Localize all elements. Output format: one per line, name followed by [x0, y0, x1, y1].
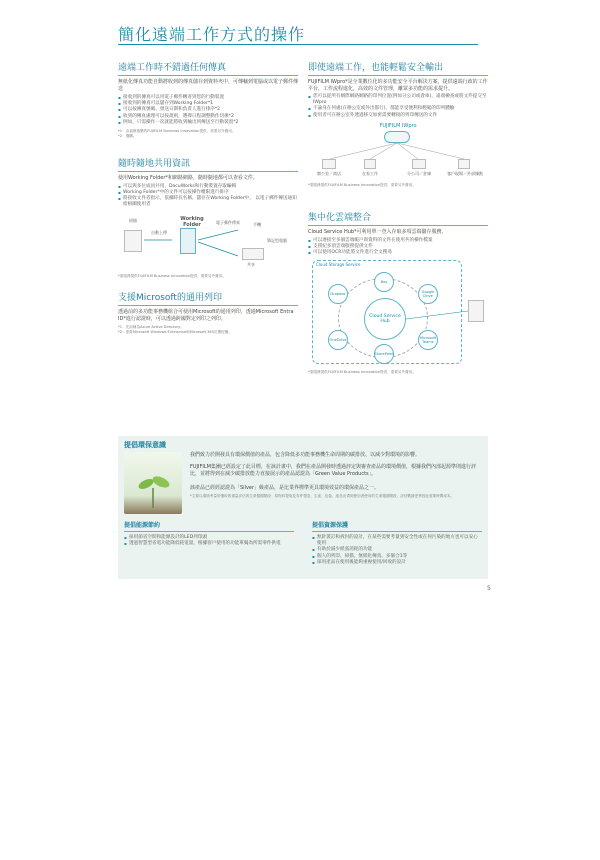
- section-title: 集中化雲端整合: [308, 210, 488, 226]
- laptop-icon: [242, 248, 264, 260]
- pc-label: 筆記型電腦: [267, 238, 287, 244]
- bullet-list: [308, 94, 488, 119]
- list-item: ▪ 有助於減少紙張消耗的功能: [312, 547, 482, 553]
- remote-label: 客戶現場／外部據點: [447, 170, 483, 176]
- mfp-device-icon: [124, 230, 142, 252]
- section-intro: 無紙化傳真功能自動將收到的傳真儲存到資料夾中，可傳輸到電腦或以電子郵件傳送: [118, 79, 299, 92]
- page-title: 簡化遠端工作方式的操作: [118, 25, 306, 44]
- mfp-device-icon: [468, 300, 484, 322]
- list-item: ▪ 可以與多位成員共用，DocuWorks和行動裝置存取編輯: [118, 184, 298, 190]
- hub-center: [364, 298, 406, 340]
- section-intro: Cloud Service Hub*可利用單一登入存取多項雲端儲存服務。: [308, 229, 447, 235]
- list-item: ▪ 接收到的傳真可以儲存到Working Folder*1: [118, 101, 298, 107]
- section-intro: 使用Working Folder*和網路網路，隨時隨地都可以查看文件。: [118, 175, 258, 181]
- service-node: Microsoft Teams: [418, 330, 438, 350]
- service-node: SharePoint: [374, 344, 394, 364]
- eco-paragraph: 我們致力於開發具有環保價值的產品，包含降低多功能事務機生命周期的碳排放、以減少對環境的影響。: [190, 452, 421, 458]
- home-label: 在家工作: [362, 170, 378, 176]
- eco-title: 提倡環保意識: [124, 441, 166, 449]
- list-item: ▪ 可以按傳真號碼、發送日期和負責人進行排序*2: [118, 107, 298, 113]
- list-item: ▪ 可以使用OCR功能將文件進行全文搜尋: [308, 250, 488, 256]
- bullet-list: [118, 95, 298, 126]
- list-item: ▪ 採用產品在使用後能夠重複使用/回收的設計: [312, 560, 482, 566]
- section-intro: FUJIFILM IWpro*是全業數位化的多功能安全平台解決方案，提供遠端行政的工作平台，工作流程進化，高效的文件管理，離眾多功能的需求提升。: [308, 79, 488, 92]
- upload-label: 自動上傳: [151, 230, 167, 236]
- footnote: *1：由福斯施樂的FUJIFILM Business Innovation提供，需要另外費用。: [118, 129, 236, 134]
- list-item: ▪ 不論身在何處(在辦公室或外出都行)，都能享受便利和輕鬆的印列體驗: [308, 106, 488, 112]
- footnote: *2：需要Microsoft Windows Enterprise和Microsoft 365訂閱授權。: [118, 330, 232, 334]
- working-folder-diagram: [118, 212, 298, 272]
- bullet-list: [124, 535, 294, 547]
- list-item: ▪ 將接收文件者指示，依據時長名稱，儲存在Working Folder中。 以電子郵件傳送通知給相關使用者: [118, 196, 298, 208]
- cloud-hub-diagram: [308, 260, 488, 368]
- server-icon: [180, 228, 196, 254]
- service-node: Google Drive: [418, 284, 438, 304]
- cloud-label: FUJIFILM IWpro: [379, 122, 417, 129]
- section-intro: 透過前的多功能事務機組合可使用Microsoft的通用列印，透過Microsoft Entra ID*進行認證時，可以透過跨國對定列印之列印。: [118, 309, 294, 322]
- office-printer-icon: [322, 159, 336, 169]
- share-label: 共享: [247, 262, 255, 268]
- footnote: *需服務提供FUJIFILM Business Innovation提供，需要另外費用。: [118, 274, 226, 279]
- service-node: Box: [374, 272, 394, 292]
- list-item: ▪ 使用者可在辦公室外透過移交加密需要轉接的列印傳送的文件: [308, 113, 488, 119]
- list-item: ▪ 接收到的傳真可以用電子郵件轉寄到您的行動裝置: [118, 95, 298, 101]
- section-title: 遠端工作時不錯過任何傳真: [118, 60, 298, 76]
- list-item: ▪ 收到的傳真處理可以按規則，選擇日程調整動作切換*2: [118, 114, 298, 120]
- section-title: 即使遠端工作，也能輕鬆安全輸出: [308, 60, 488, 76]
- fax-label: 電子郵件傳真: [216, 220, 240, 226]
- footnote: *主要以環境考量所選取的重量評估的生命週期階段：原物料提取及零件製造、生產、包裝、產品出貨到使用者使用的生命週期階段，評估數據差異因此需要時間成本。: [190, 494, 455, 498]
- scan-label: 掃描: [129, 218, 137, 224]
- energy-title: 提倡能源節約: [124, 520, 294, 532]
- footnote: *需服務提供FUJIFILM Business Innovation提供，需要另外費用。: [308, 370, 416, 375]
- list-item: ▪ 例如，只需操作一次就能將收到輸出到傳送至行動裝置*2: [118, 120, 298, 126]
- service-node: OneDrive: [328, 330, 348, 350]
- resource-section: [312, 520, 482, 566]
- iwpro-diagram: [308, 123, 488, 181]
- page-number: 5: [487, 585, 491, 592]
- footnote: *2：選購。: [118, 134, 137, 139]
- cloud-icon: [384, 131, 410, 143]
- list-item: ▪ 可以連接至多個雲端帳戶與資料的文件在使用共的操作檔案: [308, 238, 488, 244]
- section-fax: [118, 60, 298, 139]
- list-item: ▪ 個人的列印、掃描、無紙化傳真、多個合1等: [312, 554, 482, 560]
- section-remote-output: [308, 60, 488, 188]
- office-label: 辦公室／商店: [317, 170, 341, 176]
- working-folder-label: Working Folder: [180, 216, 204, 229]
- bullet-list: [118, 184, 298, 209]
- footnote: *1：先前稱為Azure Active Directory。: [118, 325, 184, 329]
- list-item: ▪ 支援紀多項雲端服務提供文件: [308, 244, 488, 250]
- branch-label: 分公司／倉庫: [407, 170, 431, 176]
- eco-paragraph: 該產品已經經認證為「Silver」級產品，是比業界標準更具環境效益的環保產品之一。: [190, 485, 380, 491]
- section-cloud-hub: [308, 210, 488, 375]
- home-pc-icon: [364, 159, 376, 169]
- footnote: *需服務提供FUJIFILM Business Innovation提供，需要另外費用。: [308, 182, 416, 187]
- list-item: ▪ 無針裝訂和拆封的設計，在某些需要考量到安全性或在何污染的地方也可以安心使用: [312, 535, 482, 547]
- bullet-list: [308, 238, 488, 257]
- mobile-label: 手機: [253, 222, 261, 228]
- title-rule: [118, 44, 478, 45]
- list-item: ▪ 透過智慧型省電功能降低耗電量，根據客戶使用的功能單獨為所需零件供電: [124, 541, 294, 547]
- bullet-list: [312, 535, 482, 566]
- remote-pc-icon: [458, 159, 470, 169]
- seedling-image: [124, 452, 182, 514]
- eco-paragraph: FUJIFILM集團已經設定了此目標，在該計畫中，我們在產品開發時透過評定與審查產品的環境價值，根據我們內部起源準則進行評比，並將得到在減少碳排放能力直接展示的產品認證為「Green Value Products」。: [190, 464, 476, 477]
- hub-label: Cloud Service Hub: [369, 314, 401, 325]
- section-title: 隨時隨地共用資訊: [118, 156, 298, 172]
- resource-title: 提倡資源保護: [312, 520, 482, 532]
- list-item: ▪ 採用節省空間和能源設計的LED列印頭: [124, 535, 294, 541]
- list-item: ▪ 您可以從所有網際網路網路的印列位置(例如分公司或倉庫)，遠端檢查或將文件提交至IWpro: [308, 94, 488, 106]
- eco-panel: [118, 436, 488, 579]
- energy-section: [124, 520, 294, 547]
- section-title: 支援Microsoft的通用列印: [118, 290, 298, 306]
- section-universal-print: [118, 290, 298, 335]
- frame-label: Cloud Storage Service: [316, 262, 361, 268]
- section-share: [118, 156, 298, 279]
- seedling-icon: [124, 452, 182, 514]
- service-node: Dropbox: [328, 284, 348, 304]
- branch-printer-icon: [412, 159, 426, 169]
- list-item: ▪ Working Folder*中的文件可以按操作權限進行排序: [118, 190, 298, 196]
